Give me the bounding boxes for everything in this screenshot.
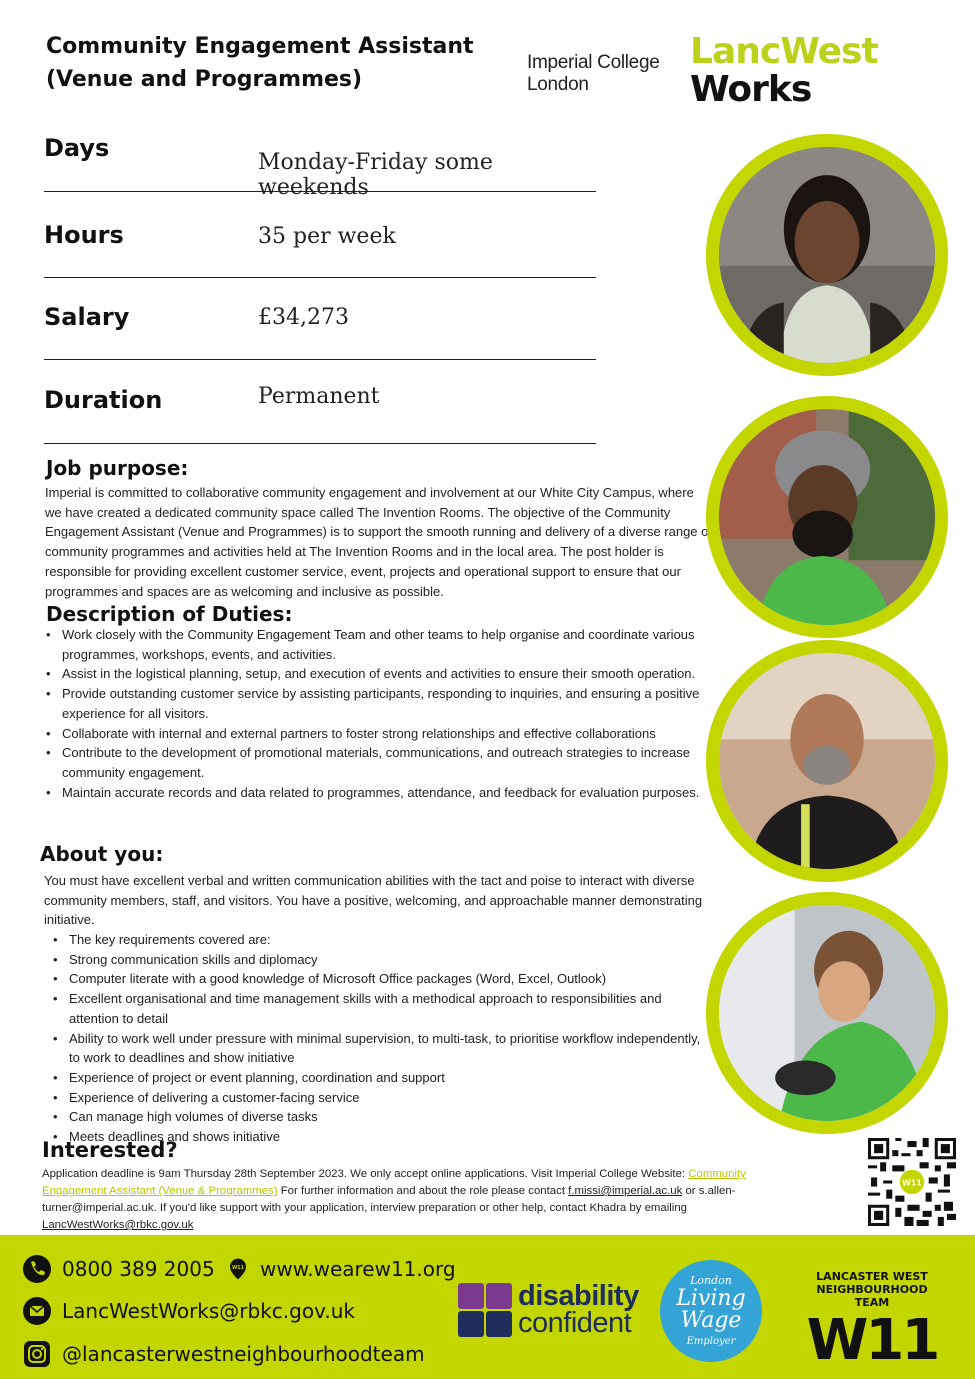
list-item: • Experience of delivering a customer-facing service	[51, 1088, 701, 1108]
info-value: Monday-Friday some weekends	[258, 150, 493, 200]
contact-email-link[interactable]: f.missi@imperial.ac.uk	[568, 1185, 683, 1197]
list-item: • Can manage high volumes of diverse tasks	[51, 1107, 701, 1127]
info-row-hours	[44, 218, 596, 278]
staff-photo-3-image	[719, 653, 935, 869]
info-row-days	[44, 130, 596, 200]
duties-list	[44, 625, 704, 802]
info-row-salary	[44, 300, 596, 360]
info-value: Permanent	[258, 384, 380, 409]
list-item: • Contribute to the development of promotional materials, communications, and outreach strategies to increase community engagement.	[44, 743, 704, 782]
qr-logo-label: W11	[902, 1178, 922, 1188]
lancwest-email-link[interactable]: LancWestWorks@rbkc.gov.uk	[42, 1219, 194, 1231]
qr-code-icon[interactable]	[868, 1138, 956, 1226]
interested-text-part: or s.allen-turner@imperial.ac.uk. If you'd like support with your application, interview preparation or other help, contact Khadra by emailing	[42, 1185, 736, 1214]
staff-photo-2-image	[719, 409, 935, 625]
staff-photo-4-image	[719, 905, 935, 1121]
info-label: Salary	[44, 303, 130, 331]
llw-main	[660, 1288, 762, 1332]
lancwest-logo-line-1: LancWest	[690, 31, 878, 72]
imperial-logo-line-1: Imperial College	[527, 52, 660, 73]
location-pin-icon	[226, 1254, 250, 1284]
llw-line-4: Employer	[686, 1336, 736, 1347]
list-item: • Meets deadlines and shows initiative	[51, 1127, 701, 1147]
disability-confident-line-1: disability	[518, 1280, 639, 1312]
job-purpose-text: Imperial is committed to collaborative community engagement and involvement at our White City Campus, where we have created a dedicated community space called The Invention Rooms. The objective of the Community Engagement Assistant (Venue and Programmes) is to support the smooth running and delivery of a diverse range of community programmes and activities held at The Invention Rooms and in the local area. The post holder is responsible for providing excellent customer service, event, projects and operational support to ensure that our programmes and spaces are as welcoming and inclusive as possible.	[45, 485, 712, 599]
info-label: Hours	[44, 221, 124, 249]
info-row-duration	[44, 382, 596, 444]
list-item: • Ability to work well under pressure with minimal supervision, to multi-task, to prioritise workflow independently, to work to deadlines and show initiative	[51, 1029, 701, 1068]
staff-photo-1-image	[719, 147, 935, 363]
footer-instagram[interactable]	[22, 1339, 425, 1369]
llw-line-1: London	[690, 1274, 732, 1287]
phone-icon	[22, 1254, 52, 1284]
disability-confident-logo	[458, 1280, 639, 1339]
staff-photo-2	[706, 396, 948, 638]
list-item: • Collaborate with internal and external partners to foster strong relationships and effective collaborations	[44, 724, 704, 744]
imperial-college-logo	[527, 52, 660, 96]
list-item: • Strong communication skills and diplomacy	[51, 950, 701, 970]
footer-phone[interactable]	[22, 1254, 215, 1284]
footer-instagram-text: @lancasterwestneighbourhoodteam	[62, 1342, 425, 1366]
footer-email[interactable]	[22, 1296, 355, 1326]
list-item: • Work closely with the Community Engagement Team and other teams to help organise and coordinate various programmes, workshops, events, and activities.	[44, 625, 704, 664]
requirements-list	[51, 930, 701, 1147]
info-label: Days	[44, 134, 110, 162]
interested-text	[42, 1166, 802, 1234]
email-icon	[22, 1296, 52, 1326]
info-value: £34,273	[258, 305, 349, 330]
job-purpose-heading: Job purpose:	[46, 456, 189, 480]
about-text: You must have excellent verbal and written communication abilities with the tact and poise to interact with diverse community members, staff, and visitors. You have a positive, welcoming, and approachable manner demonstrating initiative.	[44, 873, 703, 928]
interested-text-part: For further information and about the role please contact	[277, 1185, 569, 1197]
staff-photo-3	[706, 640, 948, 882]
staff-photo-4	[706, 892, 948, 1134]
list-item: • Computer literate with a good knowledge of Microsoft Office packages (Word, Excel, Outlook)	[51, 969, 701, 989]
footer-phone-text: 0800 389 2005	[62, 1257, 215, 1281]
about-heading: About you:	[40, 842, 164, 866]
llw-line-3: Wage	[680, 1308, 742, 1333]
pin-label: W11	[232, 1266, 244, 1271]
lwnt-w11-logo: W11	[806, 1308, 938, 1373]
lwnt-line-2: NEIGHBOURHOOD TEAM	[816, 1283, 928, 1309]
list-item: • Excellent organisational and time management skills with a methodical approach to responsibilities and attention to detail	[51, 989, 701, 1028]
lwnt-line-1: LANCASTER WEST	[816, 1270, 928, 1283]
info-value: 35 per week	[258, 224, 396, 249]
title-line-1: Community Engagement Assistant	[46, 34, 474, 59]
footer-website[interactable]	[226, 1254, 456, 1284]
list-item: • Provide outstanding customer service by assisting participants, responding to inquiries, and ensuring a positive experience for all visitors.	[44, 684, 704, 723]
lancaster-west-neighbourhood-team-logo	[802, 1270, 942, 1371]
interested-text-part: Application deadline is 9am Thursday 28th September 2023. We only accept online applications. Visit Imperial College Website:	[42, 1168, 689, 1180]
list-item: • Assist in the logistical planning, setup, and execution of events and activities to ensure their smooth operation.	[44, 664, 704, 684]
lancwest-works-logo	[690, 33, 878, 109]
list-item: • Experience of project or event planning, coordination and support	[51, 1068, 701, 1088]
interested-heading: Interested?	[42, 1138, 178, 1162]
disability-confident-line-2: confident	[518, 1307, 632, 1339]
staff-photo-1	[706, 134, 948, 376]
london-living-wage-logo	[660, 1260, 762, 1362]
disability-confident-icon	[458, 1283, 512, 1337]
list-item: • Maintain accurate records and data related to programmes, attendance, and feedback for evaluation purposes.	[44, 783, 704, 803]
lancwest-logo-line-2: Works	[690, 69, 812, 110]
footer-email-text: LancWestWorks@rbkc.gov.uk	[62, 1299, 355, 1323]
job-advert-link[interactable]: Community Engagement Assistant (Venue & Programmes)	[42, 1168, 746, 1197]
info-label: Duration	[44, 386, 163, 414]
list-item: • The key requirements covered are:	[51, 930, 701, 950]
imperial-logo-line-2: London	[527, 74, 589, 95]
llw-line-2: Living	[676, 1286, 746, 1311]
title-line-2: (Venue and Programmes)	[46, 67, 363, 92]
instagram-icon	[22, 1339, 52, 1369]
footer-website-text: www.wearew11.org	[260, 1257, 456, 1281]
duties-heading: Description of Duties:	[46, 602, 293, 626]
page-title	[46, 30, 526, 96]
